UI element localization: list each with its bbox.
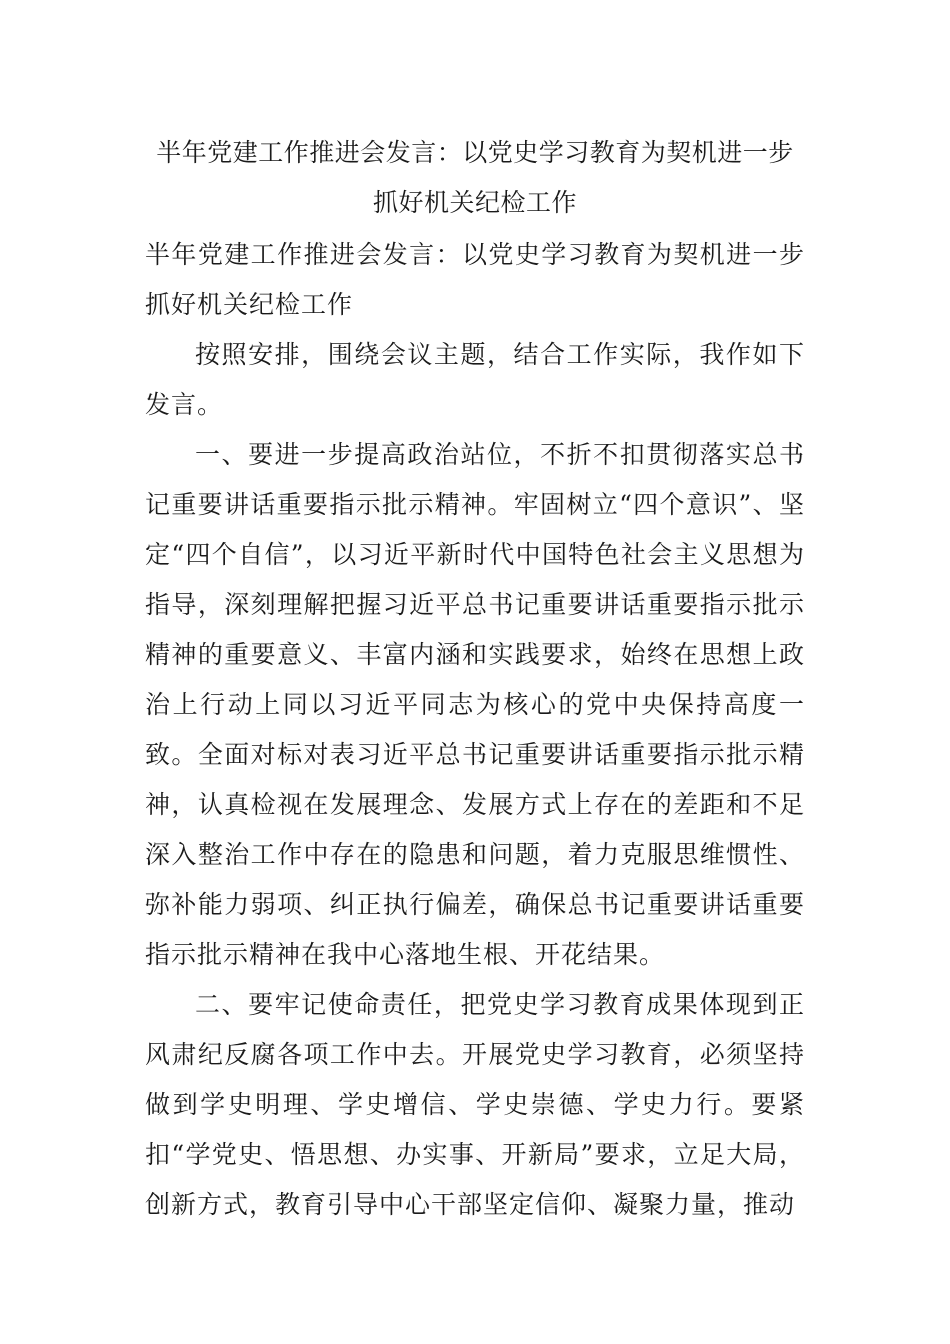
- document-subtitle: 半年党建工作推进会发言：以党史学习教育为契机进一步抓好机关纪检工作: [145, 240, 805, 319]
- paragraph-section-1: 一、要进一步提高政治站位，不折不扣贯彻落实总书记重要讲话重要指示批示精神。牢固树立“四个意识”、坚定“四个自信”，以习近平新时代中国特色社会主义思想为指导，深刻理解把握习近平总书记重要讲话重要指示批示精神的重要意义、丰富内涵和实践要求，始终在思想上政治上行动上同以习近平同志为核心的党中央保持高度一致。全面对标对表习近平总书记重要讲话重要指示批示精神，认真检视在发展理念、发展方式上存在的差距和不足深入整治工作中存在的隐患和问题，着力克服思维惯性、弥补能力弱项、纠正执行偏差，确保总书记重要讲话重要指示批示精神在我中心落地生根、开花结果。: [145, 440, 805, 969]
- document-body: [145, 230, 805, 1230]
- paragraph-intro: 按照安排，围绕会议主题，结合工作实际，我作如下发言。: [145, 340, 805, 419]
- document-title: 半年党建工作推进会发言：以党史学习教育为契机进一步抓好机关纪检工作: [156, 138, 794, 217]
- paragraph-section-2: 二、要牢记使命责任，把党史学习教育成果体现到正风肃纪反腐各项工作中去。开展党史学习教育，必须坚持做到学史明理、学史增信、学史崇德、学史力行。要紧扣“学党史、悟思想、办实事、开新局”要求，立足大局，创新方式，教育引导中心干部坚定信仰、凝聚力量，推动: [145, 990, 805, 1219]
